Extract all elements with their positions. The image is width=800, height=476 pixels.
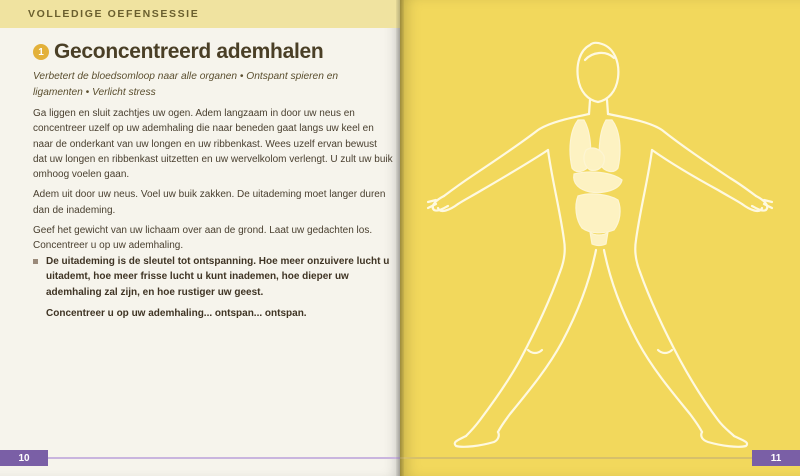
benefits-subtitle: Verbetert de bloedsomloop naar alle organen • Ontspant spieren en ligamenten • Verlicht stress (33, 71, 339, 98)
page-number-left: 10 (0, 450, 48, 466)
instructions (33, 106, 393, 259)
tip-text: De uitademing is de sleutel tot ontspanning. Hoe meer onzuivere lucht u uitademt, hoe meer frisse lucht u kunt inademen, hoe dieper uw ademhaling zal zijn, en hoe rustiger uw geest. (46, 256, 390, 298)
section-header: VOLLEDIGE OEFENSESSIE (28, 8, 200, 20)
footer-rule (48, 457, 400, 459)
page-number-right: 11 (752, 450, 800, 466)
title-row (33, 40, 323, 64)
tip-block (33, 254, 393, 319)
paragraph: Adem uit door uw neus. Voel uw buik zakken. De uitademing moet langer duren dan de inademing. (33, 189, 386, 216)
footer-rule (400, 457, 752, 459)
book-gutter (396, 0, 404, 476)
bullet-square-icon (33, 259, 38, 264)
body-figure-illustration (400, 0, 800, 476)
header-band (0, 0, 400, 28)
page-title: Geconcentreerd ademhalen (54, 40, 324, 63)
tip-bullet (33, 254, 393, 300)
exercise-number-badge: 1 (33, 44, 49, 60)
right-page (400, 0, 800, 476)
paragraph: Ga liggen en sluit zachtjes uw ogen. Adem langzaam in door uw neus en concentreer uzelf op uw ademhaling die naar beneden gaat langs uw keel en naar de onderkant van uw longen en uw ribbenkast. Wees uzelf ervan bewust dat uw longen en ribbenkast uitzetten en uw wervelkolom verlengt. U zult uw buik omhoog voelen gaan. (33, 108, 393, 181)
paragraph: Geef het gewicht van uw lichaam over aan de grond. Laat uw gedachten los. Concentreer u op uw ademhaling. (33, 225, 373, 252)
closing-line: Concentreer u op uw ademhaling... ontspan... ontspan. (46, 307, 307, 319)
